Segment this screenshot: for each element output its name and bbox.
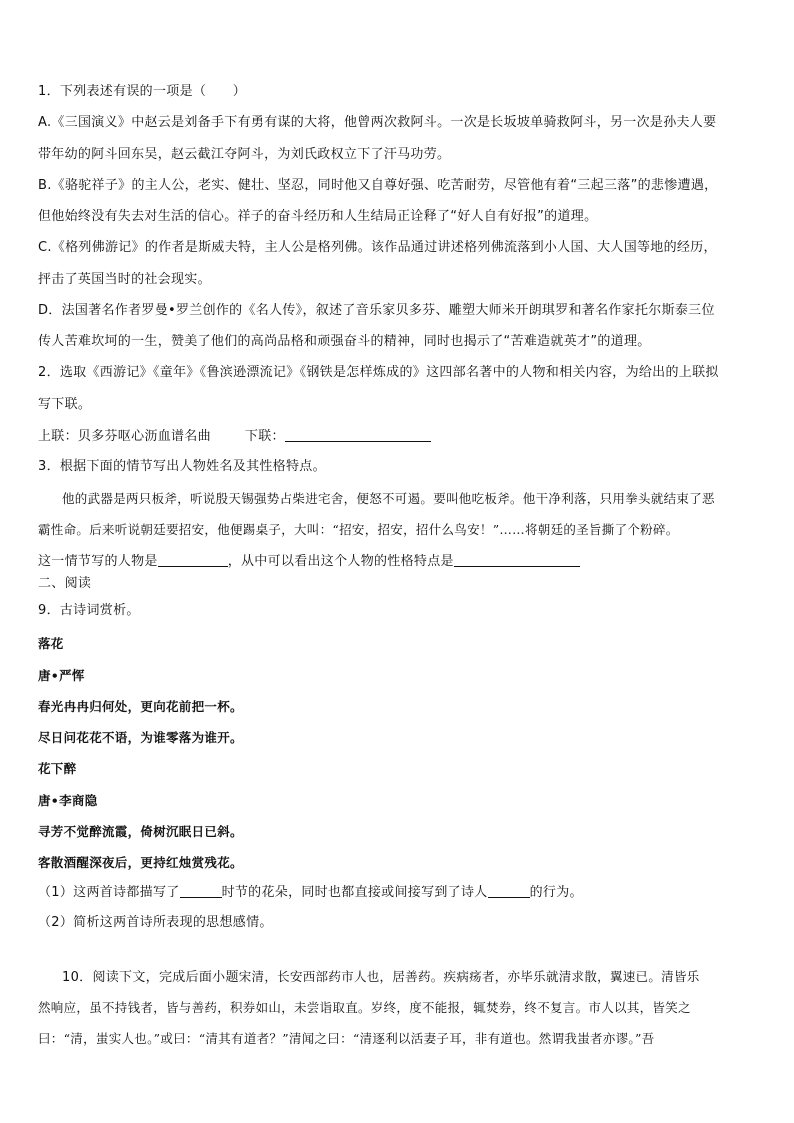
q3-passage-line2: 霸性命。后来听说朝廷要招安，他便踢桌子，大叫：“招安，招安，招什么鸟安！”……将朝廷的圣旨撕了个粉碎。 xyxy=(38,522,679,537)
q3-ask-character: 这一情节写的人物是 xyxy=(38,554,158,569)
poem1-author: 唐•严恽 xyxy=(38,668,85,683)
q9-sub1 xyxy=(38,884,583,901)
poem2-line1: 寻芳不觉醉流霞，倚树沉眠日已斜。 xyxy=(38,824,243,839)
q9-sub1-part3: 的行为。 xyxy=(529,885,583,900)
q3-passage-line1: 他的武器是两只板斧，听说殷天锡强势占柴进宅舍，便怒不可遏。要叫他吃板斧。他干净利落，只用拳头就结束了恶 xyxy=(62,491,715,506)
q10-prompt: 10．阅读下文，完成后面小题 xyxy=(62,970,239,985)
q9-sub2: （2）简析这两首诗所表现的思想感情。 xyxy=(38,915,273,930)
q10-passage-line2: 然响应，虽不持钱者，皆与善药，积券如山，未尝诣取直。岁终，度不能报，辄焚券，终不复言。市人以其，皆笑之 xyxy=(38,1000,691,1015)
poem2-title: 花下醉 xyxy=(38,761,77,776)
q2-line2: 写下联。 xyxy=(38,397,92,412)
q3-ask-trait: ，从中可以看出这个人物的性格特点是 xyxy=(227,554,454,569)
q10-line1 xyxy=(62,969,700,986)
q3-trait-blank[interactable] xyxy=(454,553,580,567)
q1-option-d-line2: 传人苦难坎坷的一生，赞美了他们的高尚品格和顽强奋斗的精神，同时也揭示了“苦难造就英才”的道理。 xyxy=(38,334,651,349)
poem2-author: 唐•李商隐 xyxy=(38,793,98,808)
q9-sub1-part2: 时节的花朵，同时也都直接或间接写到了诗人 xyxy=(221,885,488,900)
q1-title: 1．下列表述有误的一项是（ ） xyxy=(38,84,247,99)
q1-option-d-line1: D．法国著名作者罗曼•罗兰创作的《名人传》，叙述了音乐家贝多芬、雕塑大师米开朗琪罗和著名作家托尔斯泰三位 xyxy=(38,303,715,318)
q2-lower-answer-blank[interactable] xyxy=(285,428,431,442)
poem1-line2: 尽日问花花不语，为谁零落为谁开。 xyxy=(38,730,243,745)
q9-sub1-part1: （1）这两首诗都描写了 xyxy=(38,885,180,900)
q2-upper-couplet: 上联：贝多芬呕心沥血谱名曲 xyxy=(38,429,211,444)
q2-line1: 2．选取《西游记》《童年》《鲁滨逊漂流记》《钢铁是怎样炼成的》这四部名著中的人物和相关内容，为给出的上联拟 xyxy=(38,365,719,380)
section-heading-reading: 二、阅读 xyxy=(38,576,92,591)
q2-couplet xyxy=(38,428,431,445)
q2-lower-label: 下联： xyxy=(244,429,285,444)
q10-passage-line3: 曰：“清，蚩实人也。”或曰：“清其有道者？”清闻之曰：“清逐利以活妻子耳，非有道也。然谓我蚩者亦谬。”吾 xyxy=(38,1031,655,1046)
poem2-line2: 客散酒醒深夜后，更持红烛赏残花。 xyxy=(38,855,243,870)
q1-option-c-line1: C.《格列佛游记》的作者是斯威夫特，主人公是格列佛。该作品通过讲述格列佛流落到小人国、大人国等地的经历， xyxy=(38,240,717,255)
poem1-line1: 春光冉冉归何处，更向花前把一杯。 xyxy=(38,699,243,714)
q1-option-b-line1: B.《骆驼祥子》的主人公，老实、健壮、坚忍，同时他又自尊好强、吃苦耐劳，尽管他有着“三起三落”的悲惨遭遇， xyxy=(38,178,718,193)
q9-season-blank[interactable] xyxy=(180,884,222,898)
poem1-title: 落花 xyxy=(38,636,64,651)
q3-title: 3．根据下面的情节写出人物姓名及其性格特点。 xyxy=(38,459,326,474)
q1-option-a-line1: A.《三国演义》中赵云是刘备手下有勇有谋的大将，他曾两次救阿斗。一次是长坂坡单骑救阿斗，另一次是孙夫人要 xyxy=(38,115,717,130)
q3-question xyxy=(38,553,580,570)
q1-option-c-line2: 抨击了英国当时的社会现实。 xyxy=(38,272,211,287)
q3-character-blank[interactable] xyxy=(158,553,228,567)
q1-option-b-line2: 但他始终没有失去对生活的信心。祥子的奋斗经历和人生结局正诠释了“好人自有好报”的道理。 xyxy=(38,209,598,224)
q9-action-blank[interactable] xyxy=(488,884,530,898)
q9-title: 9．古诗词赏析。 xyxy=(38,603,140,618)
q1-option-a-line2: 带年幼的阿斗回东吴，赵云截江夺阿斗，为刘氏政权立下了汗马功劳。 xyxy=(38,147,451,162)
q10-passage-start: 宋清，长安西部药市人也，居善药。疾病疡者，亦毕乐就清求散，翼速已。清皆乐 xyxy=(238,969,700,984)
